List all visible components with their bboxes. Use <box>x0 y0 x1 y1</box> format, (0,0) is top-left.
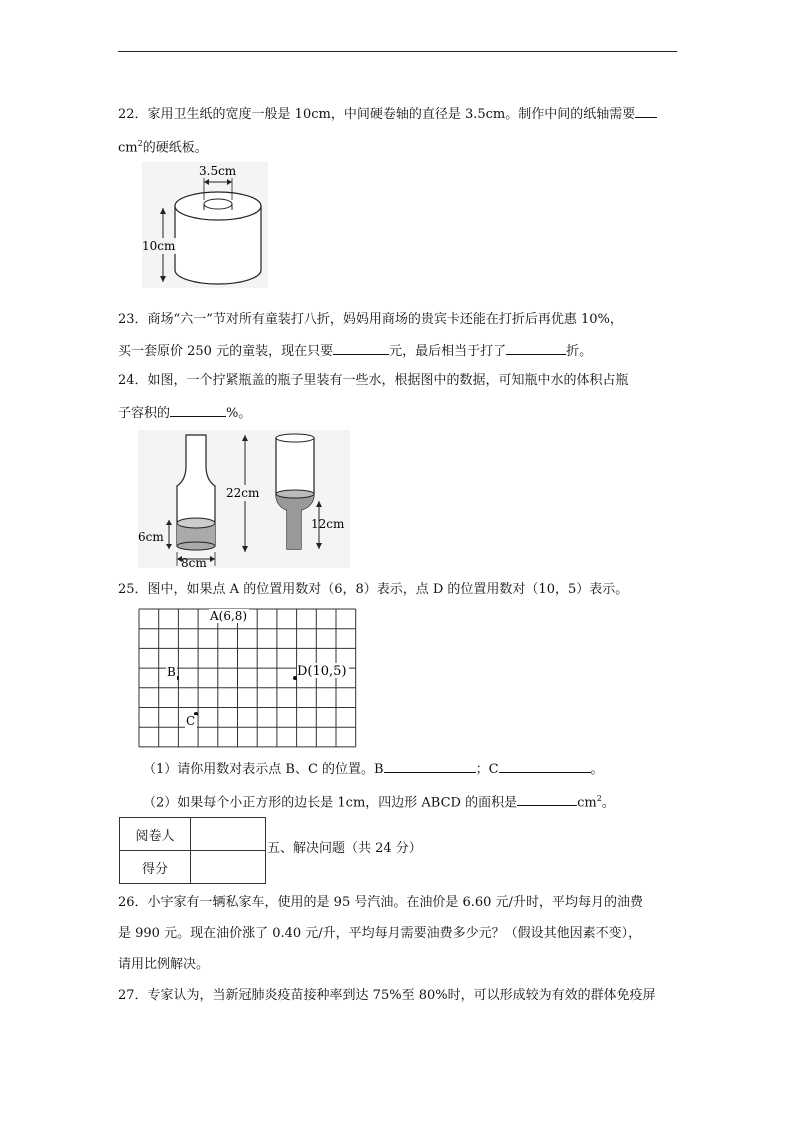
q23-price-blank[interactable] <box>333 340 389 355</box>
q24-line1: 24．如图，一个拧紧瓶盖的瓶子里装有一些水，根据图中的数据，可知瓶中水的体积占瓶 <box>118 373 629 388</box>
point-b-label: B <box>167 665 176 679</box>
point-c-label: C <box>186 714 196 728</box>
point-a-label: A(6,8) <box>210 609 248 623</box>
q27-line1: 27．专家认为，当新冠肺炎疫苗接种率到达 75%至 80%时，可以形成较为有效的群体免疫屏 <box>118 988 656 1003</box>
grader-table <box>119 817 266 884</box>
coordinate-grid <box>137 606 357 754</box>
q25-sub1: （1）请你用数对表示点 B、C 的位置。B ；C 。 <box>143 758 604 780</box>
water-height-label: 6cm <box>138 530 164 544</box>
roll-diameter-label: 3.5cm <box>199 164 237 178</box>
q26-line1: 26．小宇家有一辆私家车，使用的是 95 号汽油。在油价是 6.60 元/升时，平均每月的油费 <box>118 895 643 910</box>
header-rule <box>118 51 677 52</box>
q26-line2: 是 990 元。现在油价涨了 0.40 元/升，平均每月需要油费多少元？（假设其他因素不变）， <box>118 926 642 941</box>
q25-line1: 25．图中，如果点 A 的位置用数对（6，8）表示，点 D 的位置用数对（10，5）表示。 <box>118 582 629 597</box>
q25-c-blank[interactable] <box>499 758 591 773</box>
q23-discount-blank[interactable] <box>506 340 566 355</box>
roll-height-label: 10cm <box>142 239 176 253</box>
q24-answer-blank[interactable] <box>170 402 226 417</box>
q24-line2: 子容积的 %。 <box>118 402 251 424</box>
q23-line2: 买一套原价 250 元的童装，现在只要 元，最后相当于打了 折。 <box>118 340 592 362</box>
section-title: 五、解决问题（共 24 分） <box>267 841 422 856</box>
point-d-label: D(10,5) <box>297 664 347 679</box>
bottle-total-height-label: 22cm <box>226 486 260 500</box>
toilet-roll-figure <box>140 160 270 290</box>
q25-sub2: （2）如果每个小正方形的边长是 1cm，四边形 ABCD 的面积是 $cm^2$。 <box>143 789 615 813</box>
q25-area-blank[interactable] <box>517 791 577 806</box>
q23-line1: 23．商场“六一”节对所有童装打八折，妈妈用商场的贵宾卡还能在打折后再优惠 10%， <box>118 312 623 327</box>
bottle-width-label: 8cm <box>181 556 207 570</box>
q22-line1: 22．家用卫生纸的宽度一般是 10cm，中间硬卷轴的直径是 3.5cm。制作中间的纸轴需要 <box>118 103 657 125</box>
grader-input-cell[interactable] <box>191 818 266 851</box>
score-label: 得分 <box>120 851 191 884</box>
q25-b-blank[interactable] <box>384 758 476 773</box>
q22-answer-blank[interactable] <box>635 103 657 118</box>
grader-label: 阅卷人 <box>120 818 191 851</box>
q22-line2: $cm^2$的硬纸板。 <box>118 139 208 156</box>
air-height-label: 12cm <box>311 517 345 531</box>
bottle-figure <box>133 428 353 570</box>
q26-line3: 请用比例解决。 <box>118 957 210 972</box>
score-input-cell[interactable] <box>191 851 266 884</box>
